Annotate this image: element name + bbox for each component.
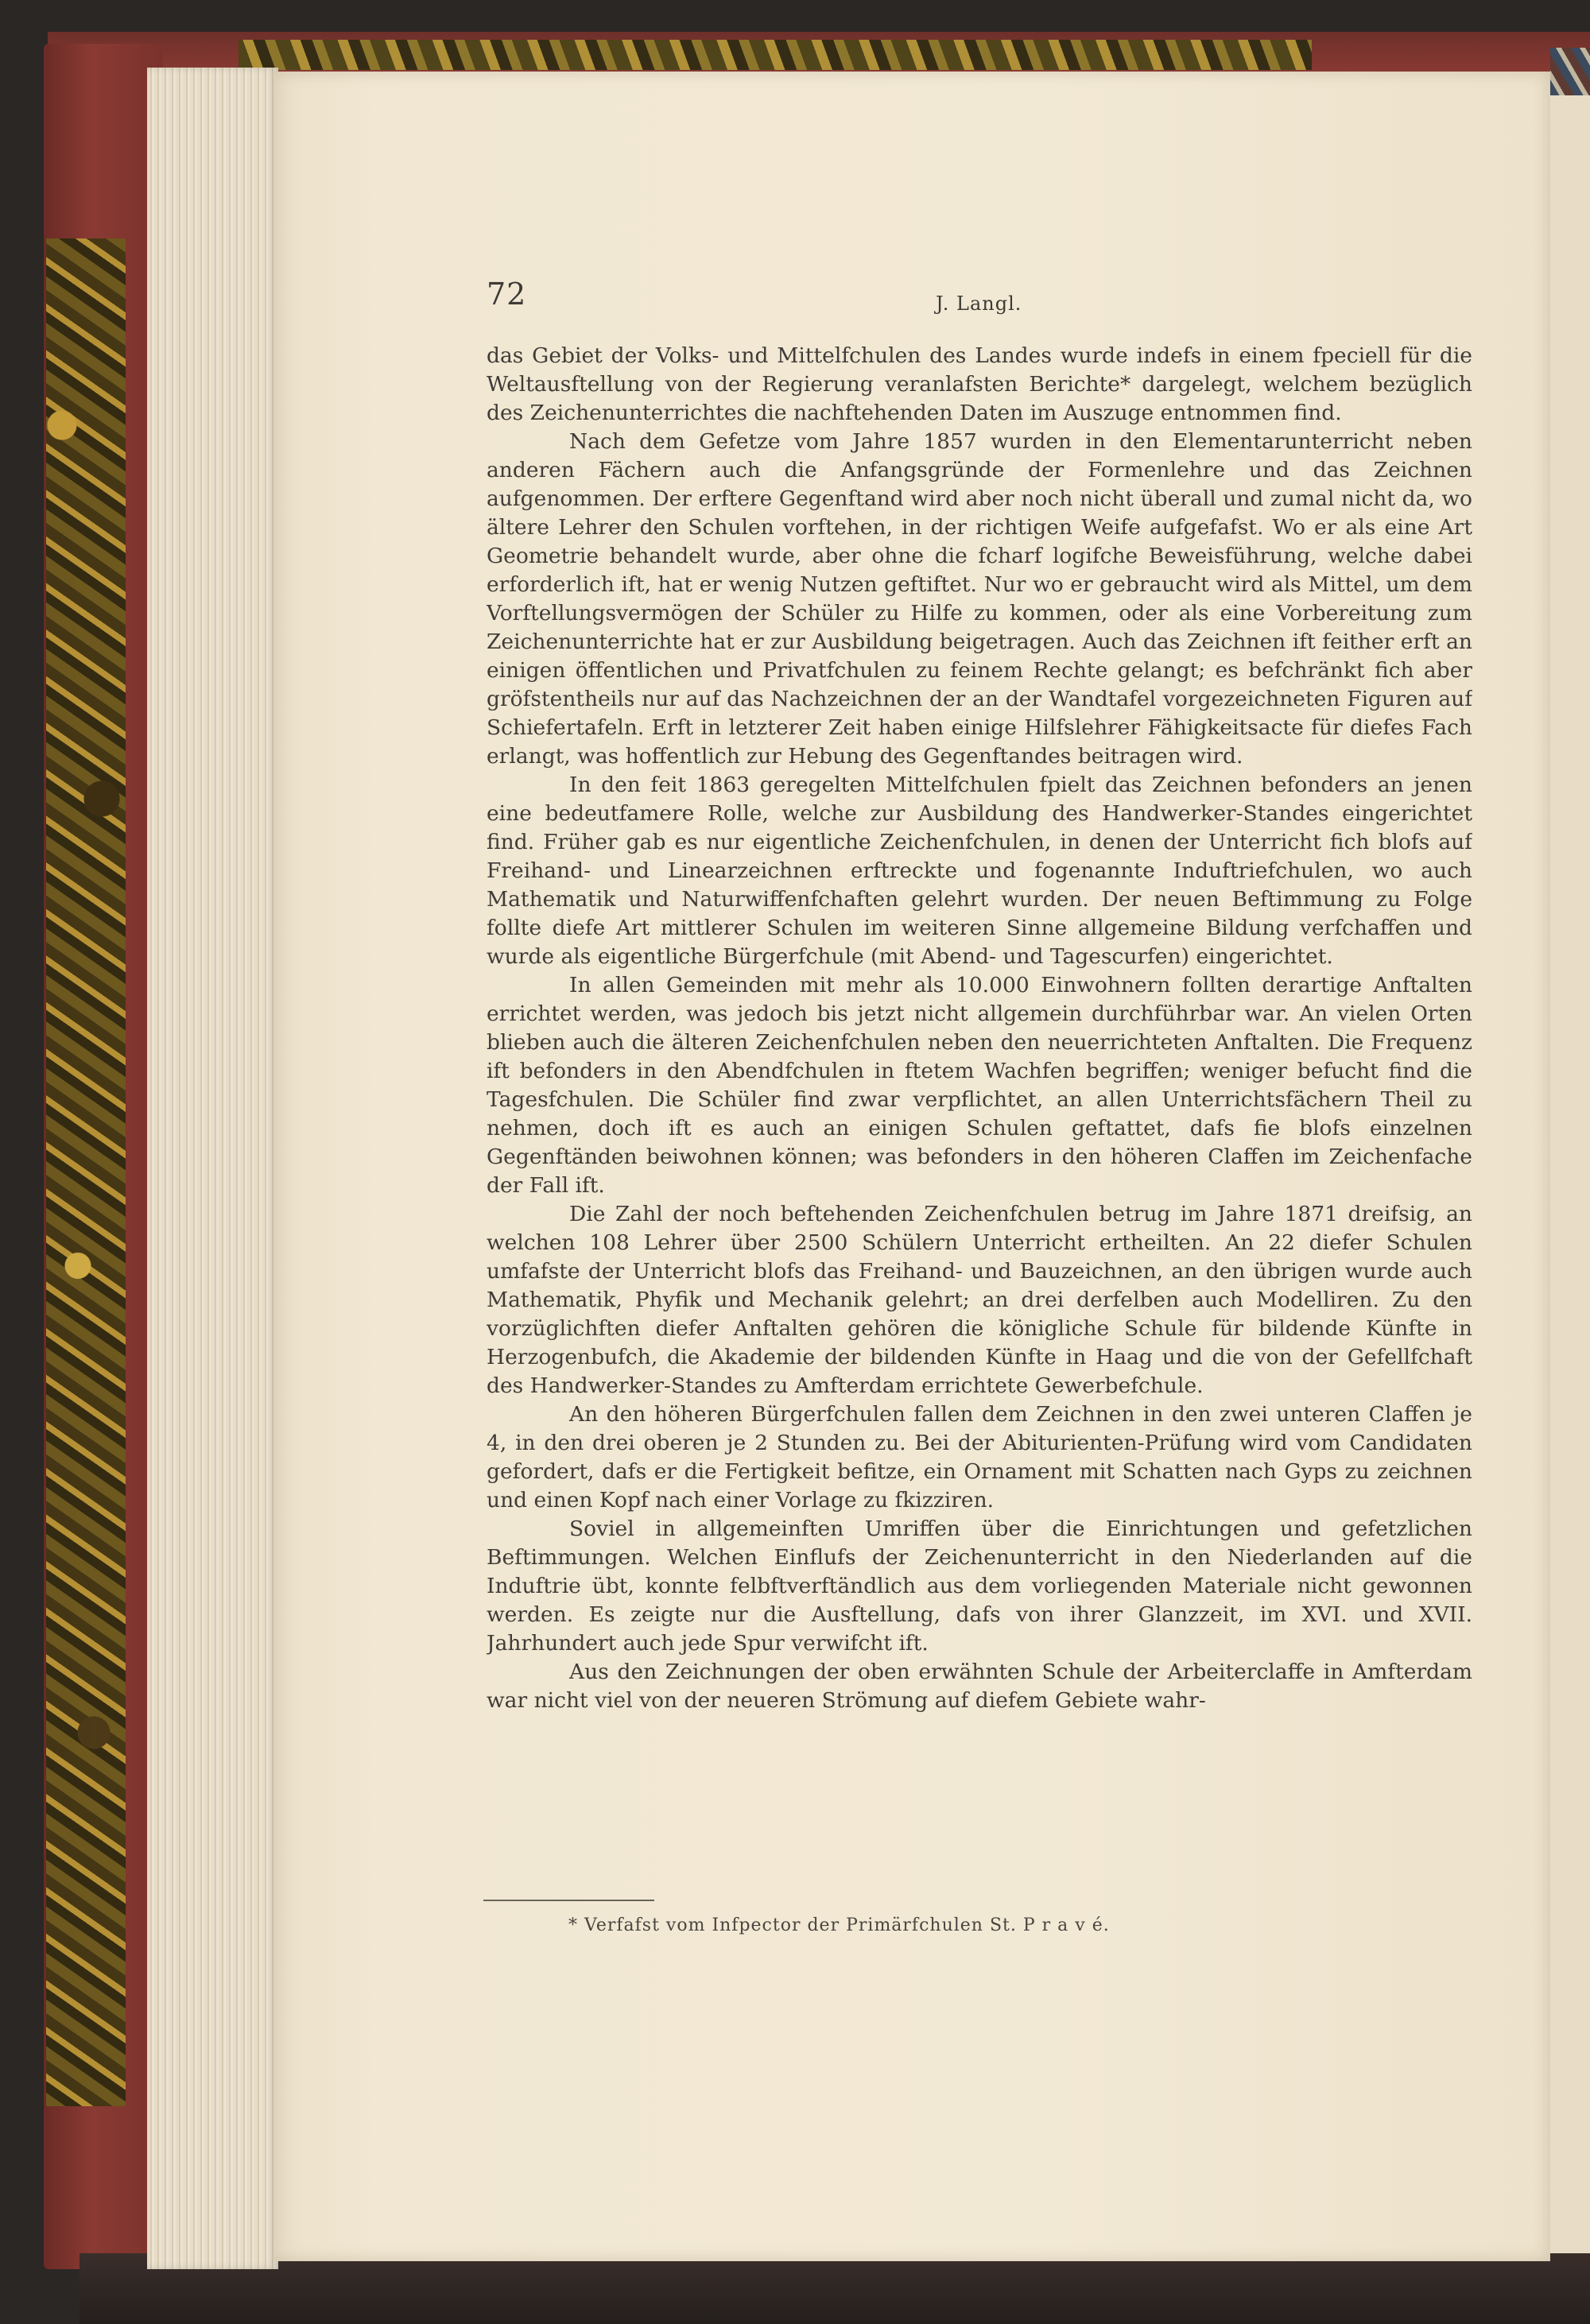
paragraph: In allen Gemeinden mit mehr als 10.000 Einwohnern follten derartige Anftalten errichtet werden, was jedoch bis jetzt nicht allgemein durchführbar war. An vielen Orten blieben auch die älteren Zeichenfchulen neben den neuerrichteten Anftalten. Die Frequenz ift befonders in den Abendfchulen in ftetem Wachfen begriffen; weniger befucht find die Tagesfchulen. Die Schüler find zwar verpflichtet, an allen Unterrichtsfächern Theil zu nehmen, doch ift es auch an einigen Schulen geftattet, dafs fie blofs einzelnen Gegenftänden beiwohnen können; was befonders in den höheren Claffen im Zeichenfache der Fall ift. [487,973,1472,1198]
page-header [487,277,1043,324]
body-text [487,342,1472,1900]
paragraph: In den feit 1863 geregelten Mittelfchulen fpielt das Zeichnen befonders an jenen eine bedeutfamere Rolle, welche zur Ausbildung des Handwerker-Standes eingerichtet find. Früher gab es nur eigentliche Zeichenfchulen, in denen der Unterricht fich blofs auf Freihand- und Linearzeichnen erftreckte und fogenannte Induftriefchulen, wo auch Mathematik und Naturwiffenfchaften gelehrt wurden. Der neuen Beftimmung zu Folge follte diefe Art mittlerer Schulen im weiteren Sinne allgemeine Bildung verfchaffen und wurde als eigentliche Bürgerfchule (mit Abend- und Tagescurfen) eingerichtet. [487,773,1472,969]
book-bottom-edge [80,2253,1590,2324]
facing-page-edge [1546,76,1590,2285]
footnote: * Verfafst vom Infpector der Primärfchulen St. P r a v é. [568,1915,1110,1935]
paragraph: Nach dem Gefetze vom Jahre 1857 wurden in den Elementarunterricht neben anderen Fächern auch die Anfangsgründe der Formenlehre und das Zeichnen aufgenommen. Der erftere Gegenftand wird aber noch nicht überall und zumal nicht da, wo ältere Lehrer den Schulen vorftehen, in der richtigen Weife aufgefafst. Wo er als eine Art Geometrie behandelt wurde, aber ohne die fcharf logifche Beweisführung, welche dabei erforderlich ift, hat er wenig Nutzen geftiftet. Nur wo er gebraucht wird als Mittel, um dem Vorftellungsvermögen der Schüler zu Hilfe zu kommen, oder als eine Vorbereitung zum Zeichenunterrichte hat er zur Ausbildung beigetragen. Auch das Zeichnen ift feither erft an einigen öffentlichen und Privatfchulen zu feinem Rechte gelangt; es befchränkt fich aber gröfstentheils nur auf das Nachzeichnen der an der Wandtafel vorgezeichneten Figuren auf Schiefertafeln. Erft in letzterer Zeit haben einige Hilfslehrer Fähigkeitsacte für diefes Fach erlangt, was hoffentlich zur Hebung des Gegenftandes beitragen wird. [487,429,1472,769]
paragraph: Die Zahl der noch beftehenden Zeichenfchulen betrug im Jahre 1871 dreifsig, an welchen 108 Lehrer über 2500 Schülern Unterricht ertheilten. An 22 diefer Schulen umfafste der Unterricht blofs das Freihand- und Bauzeichnen, an den übrigen wurde auch Mathematik, Phyfik und Mechanik gelehrt; an drei derfelben auch Modelliren. Zu den vorzüglichften diefer Anftalten gehören die königliche Schule für bildende Künfte in Herzogenbufch, die Akademie der bildenden Künfte in Haag und die von der Gefellfchaft des Handwerker-Standes zu Amfterdam errichtete Gewerbefchule. [487,1202,1472,1398]
marbled-endpaper-left [46,238,126,2106]
marbled-edge-right [1550,48,1590,95]
page-number: 72 [487,277,527,312]
paragraph: Aus den Zeichnungen der oben erwähnten Schule der Arbeiterclaffe in Amfterdam war nicht viel von der neueren Strömung auf diefem Gebiete wahr- [487,1660,1472,1713]
paragraph: das Gebiet der Volks- und Mittelfchulen des Landes wurde indefs in einem fpeciell für die Weltausftellung von der Regierung veranlafsten Berichte* dargelegt, welchem bezüglich des Zeichenunterrichtes die nachftehenden Daten im Auszuge entnommen find. [487,343,1472,425]
page-stack-edge [147,68,278,2269]
paragraph: An den höheren Bürgerfchulen fallen dem Zeichnen in den zwei unteren Claffen je 4, in den drei oberen je 2 Stunden zu. Bei der Abiturienten-Prüfung wird vom Candidaten gefordert, dafs er die Fertigkeit befitze, ein Ornament mit Schatten nach Gyps zu zeichnen und einen Kopf nach einer Vorlage zu fkizziren. [487,1402,1472,1513]
footnote-rule [483,1900,654,1901]
paragraph: Soviel in allgemeinften Umriffen über die Einrichtungen und gefetzlichen Beftimmungen. Welchen Einflufs der Zeichenunterricht in den Niederlanden auf die Induftrie übt, konnte felbftverftändlich aus dem vorliegenden Materiale nicht gewonnen werden. Es zeigte nur die Ausftellung, dafs von ihrer Glanzzeit, im XVI. und XVII. Jahrhundert auch jede Spur verwifcht ift. [487,1516,1472,1656]
marbled-edge-top [238,40,1312,70]
running-head: J. Langl. [936,292,1022,315]
